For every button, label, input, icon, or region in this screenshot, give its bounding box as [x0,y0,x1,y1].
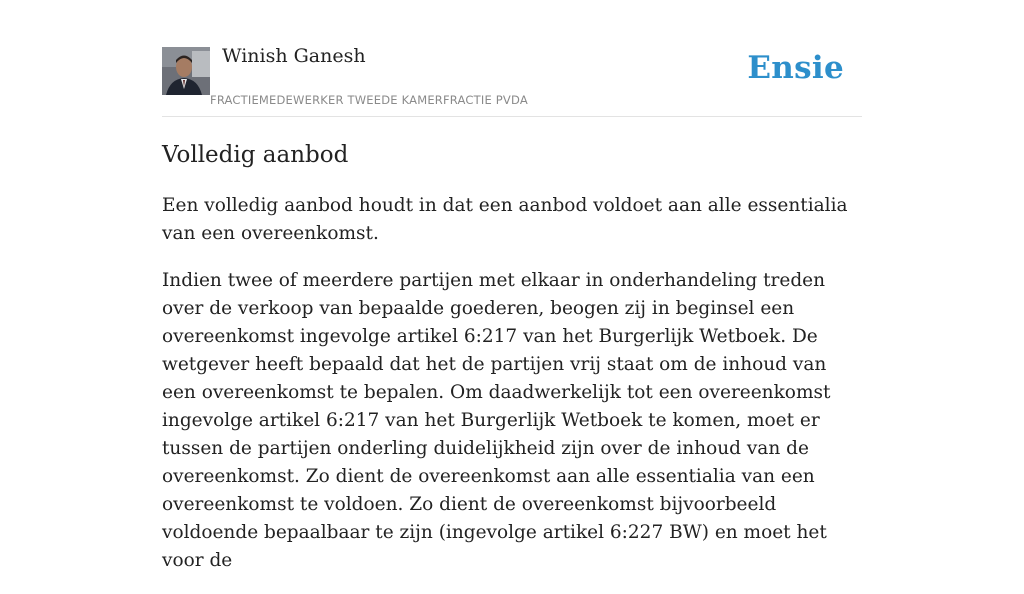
author-role: FRACTIEMEDEWERKER TWEEDE KAMERFRACTIE PVDA [210,93,528,107]
author-avatar[interactable] [162,47,210,95]
article-title: Volledig aanbod [162,142,349,168]
article-body [162,140,862,594]
article-paragraph: Een volledig aanbod houdt in dat een aanbod voldoet aan alle essentialia van een overeenkomst. [162,195,848,244]
ensie-logo[interactable]: Ensie [747,50,844,86]
author-header [162,0,862,117]
article-paragraph: Indien twee of meerdere partijen met elkaar in onderhandeling treden over de verkoop van bepaalde goederen, beogen zij in beginsel een overeenkomst ingevolge artikel 6:217 van het Burgerlijk Wetboek. De wetgever heeft bepaald dat het de partijen vrij staat om de inhoud van een overeenkomst te bepalen. Om daadwerkelijk tot een overeenkomst ingevolge artikel 6:217 van het Burgerlijk Wetboek te komen, moet er tussen de partijen onderling duidelijkheid zijn over de inhoud van de overeenkomst. Zo dient de overeenkomst aan alle essentialia van een overeenkomst te voldoen. Zo dient de overeenkomst bijvoorbeeld voldoende bepaalbaar te zijn (ingevolge artikel 6:227 BW) en moet het voor de [162,270,831,571]
author-name[interactable]: Winish Ganesh [222,45,366,67]
